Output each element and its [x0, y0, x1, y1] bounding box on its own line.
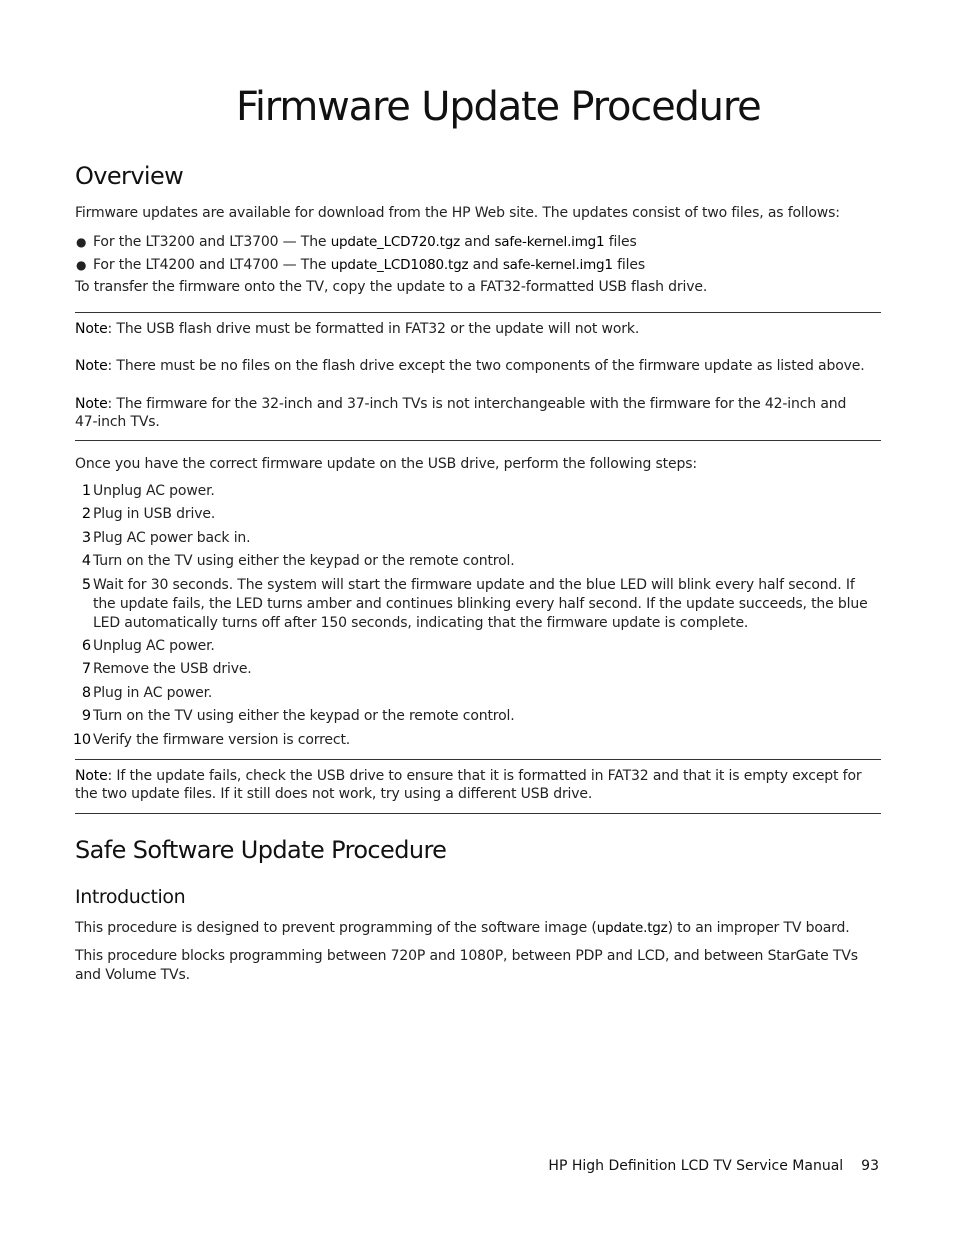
step-number: 10	[72, 731, 91, 748]
divider	[75, 440, 881, 441]
filename: update_LCD1080.tgz	[330, 257, 469, 273]
steps-list	[72, 482, 881, 754]
page-title: Firmware Update Procedure	[236, 84, 761, 130]
filename: safe-kernel.img1	[494, 234, 605, 250]
divider	[75, 312, 881, 313]
filename: safe-kernel.img1	[502, 257, 613, 273]
blocks-paragraph: This procedure blocks programming between 720P and 1080P, between PDP and LCD, and between StarGate TVs and Volume TVs.	[75, 948, 858, 983]
step-number: 3	[81, 529, 91, 546]
safe-update-heading: Safe Software Update Procedure	[75, 836, 447, 864]
step-number: 8	[81, 684, 91, 701]
divider	[75, 759, 881, 760]
step-number: 7	[81, 661, 91, 678]
step-item: 9 Turn on the TV using either the keypad or the remote control.	[81, 708, 515, 725]
step-item: 5 Wait for 30 seconds. The system will start the firmware update and the blue LED will blink every half second. If the update fails, the LED turns amber and continues blinking every half second. If the update succeeds, the blue LED automatically turns off after 150 seconds, indicating that the firmware update is complete.	[81, 576, 868, 631]
step-item: 6 Unplug AC power.	[81, 637, 215, 654]
step-item: 7 Remove the USB drive.	[81, 661, 252, 678]
step-number: 2	[81, 506, 91, 523]
note-label: Note	[75, 358, 108, 374]
steps-intro: Once you have the correct firmware update on the USB drive, perform the following steps:	[75, 456, 697, 472]
note-label: Note	[75, 321, 108, 337]
step-number: 1	[81, 483, 91, 499]
note: Note: If the update fails, check the USB drive to ensure that it is formatted in FAT32 and that it is empty except for the two update files. If it still does not work, try using a different USB drive.	[75, 768, 862, 802]
introduction-heading: Introduction	[75, 886, 186, 908]
step-number: 4	[81, 553, 91, 570]
step-item: 8 Plug in AC power.	[81, 684, 213, 701]
bullet-icon: ●	[76, 235, 87, 249]
list-item: ● For the LT4200 and LT4700 — The update_LCD1080.tgz and safe-kernel.img1 files	[75, 254, 881, 277]
step-item: 1 Unplug AC power.	[81, 483, 215, 499]
filename: update.tgz	[596, 920, 668, 936]
step-number: 6	[81, 637, 91, 654]
file-list	[75, 231, 881, 277]
manual-title: HP High Definition LCD TV Service Manual	[548, 1158, 844, 1174]
note-label: Note	[75, 768, 108, 784]
step-number: 5	[81, 576, 91, 593]
transfer-instructions: To transfer the firmware onto the TV, copy the update to a FAT32-formatted USB flash drive.	[75, 279, 708, 295]
overview-intro: Firmware updates are available for download from the HP Web site. The updates consist of two files, as follows:	[75, 205, 840, 221]
note: Note: The firmware for the 32-inch and 37-inch TVs is not interchangeable with the firmware for the 42-inch and 47-inch TVs.	[75, 396, 847, 430]
step-item: 3 Plug AC power back in.	[81, 529, 251, 546]
note: Note: The USB flash drive must be formatted in FAT32 or the update will not work.	[75, 321, 640, 337]
page-footer	[548, 1158, 879, 1174]
divider	[75, 813, 881, 814]
page-number: 93	[861, 1158, 879, 1174]
step-item: 2 Plug in USB drive.	[81, 506, 216, 523]
overview-heading: Overview	[75, 162, 184, 190]
intro-paragraph: This procedure is designed to prevent programming of the software image (update.tgz) to an improper TV board.	[75, 920, 850, 936]
step-item: 4 Turn on the TV using either the keypad or the remote control.	[81, 553, 515, 570]
filename: update_LCD720.tgz	[330, 234, 460, 250]
bullet-icon: ●	[76, 258, 87, 272]
step-item: 10 Verify the firmware version is correct.	[72, 731, 351, 748]
note: Note: There must be no files on the flash drive except the two components of the firmware update as listed above.	[75, 358, 865, 374]
note-label: Note	[75, 396, 108, 412]
step-number: 9	[81, 708, 91, 725]
list-item: ● For the LT3200 and LT3700 — The update_LCD720.tgz and safe-kernel.img1 files	[75, 231, 881, 254]
